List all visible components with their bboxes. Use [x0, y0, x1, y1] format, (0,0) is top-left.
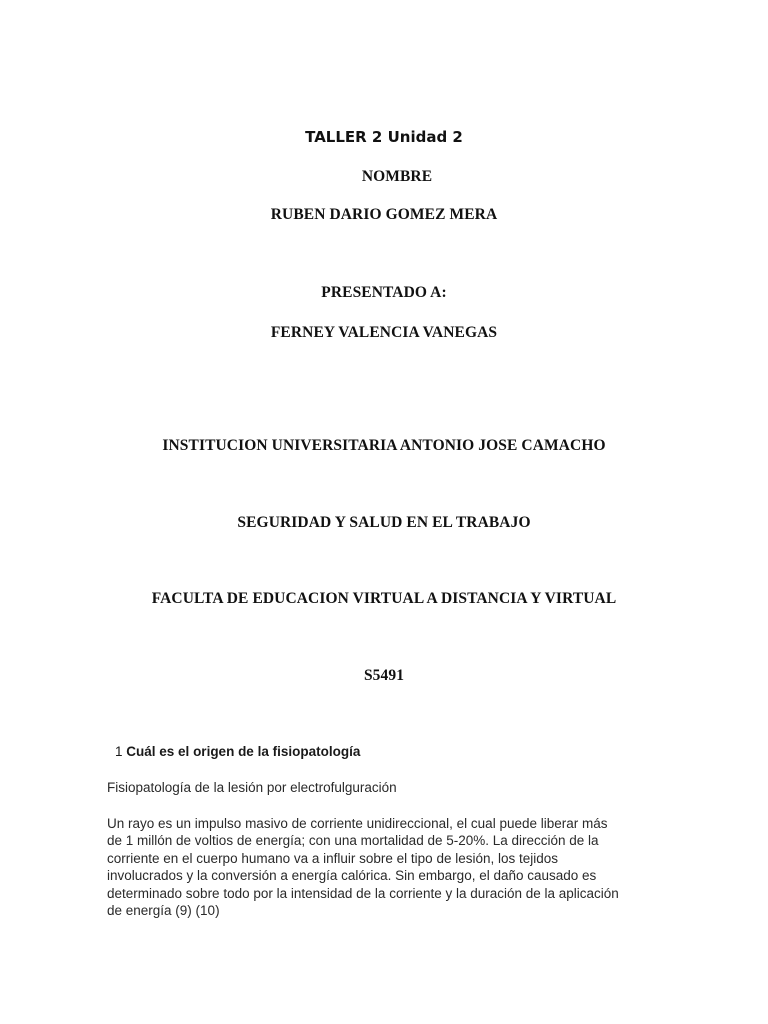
name-label: NOMBRE [361, 168, 433, 185]
paragraph-line: determinado sobre todo por la intensidad de la corriente y la duración de la aplicación [107, 885, 619, 901]
question-number: 1 [115, 744, 123, 759]
paragraph-line: de energía (9) (10) [107, 903, 220, 919]
paragraph-line: corriente en el cuerpo humano va a influir sobre el tipo de lesión, los tejidos [107, 850, 559, 866]
paragraph-line: de 1 millón de voltios de energía; con una mortalidad de 5-20%. La dirección de la [107, 833, 599, 849]
section-subtitle: Fisiopatología de la lesión por electrofulguración [107, 780, 397, 795]
paragraph-line: Un rayo es un impulso masivo de corriente unidireccional, el cual puede liberar más [107, 816, 608, 831]
paragraph-line: involucrados y la conversión a energía calórica. Sin embargo, el daño causado es [107, 868, 597, 884]
body-paragraph [107, 815, 667, 919]
teacher-name: FERNEY VALENCIA VANEGAS [270, 324, 498, 341]
program-name: SEGURIDAD Y SALUD EN EL TRABAJO [237, 514, 531, 531]
student-name: RUBEN DARIO GOMEZ MERA [270, 206, 498, 223]
question-text: Cuál es el origen de la fisiopatología [126, 744, 361, 759]
course-code: S5491 [363, 667, 405, 684]
faculty-name: FACULTA DE EDUCACION VIRTUAL A DISTANCIA Y VIRTUAL [151, 590, 617, 607]
document-title: TALLER 2 Unidad 2 [305, 128, 463, 146]
presented-to-label: PRESENTADO A: [321, 284, 447, 301]
institution-name: INSTITUCION UNIVERSITARIA ANTONIO JOSE CAMACHO [162, 437, 606, 454]
question-heading [115, 744, 360, 759]
